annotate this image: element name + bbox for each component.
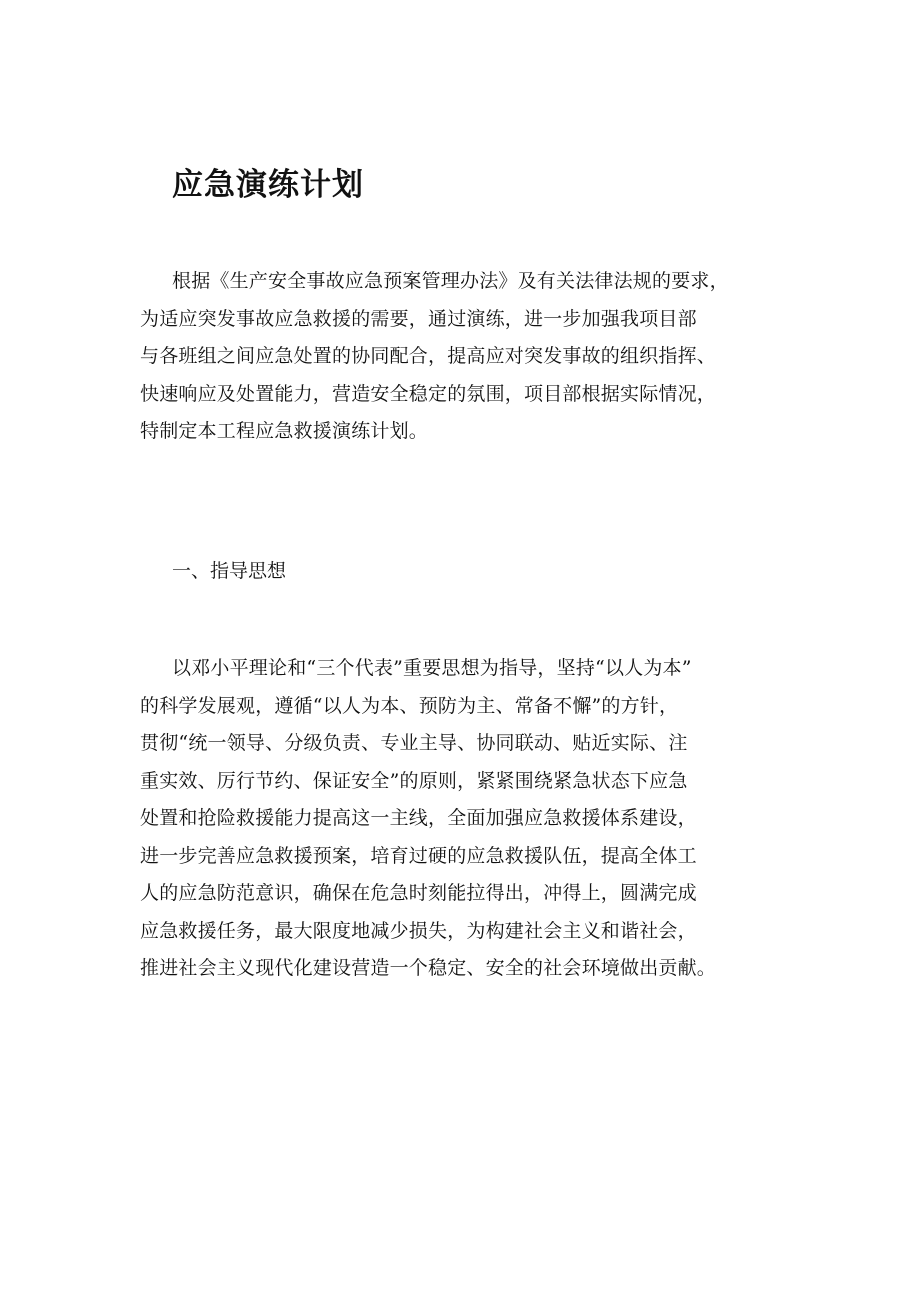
paragraph-line: 的科学发展观，遵循“以人为本、预防为主、常备不懈”的方针， — [140, 694, 679, 717]
paragraph-line: 为适应突发事故应急救援的需要，通过演练，进一步加强我项目部 — [140, 307, 697, 330]
paragraph-line: 贯彻“统一领导、分级负责、专业主导、协同联动、贴近实际、注 — [140, 732, 688, 754]
paragraph-line: 以邓小平理论和“三个代表”重要思想为指导，坚持“以人为本” — [172, 657, 692, 679]
paragraph-line: 推进社会主义现代化建设营造一个稳定、安全的社会环境做出贡献。 — [140, 957, 717, 979]
section-heading-guiding-ideology: 一、指导思想 — [172, 560, 287, 582]
paragraph-line: 人的应急防范意识，确保在危急时刻能拉得出，冲得上，圆满完成 — [140, 882, 697, 904]
paragraph-line: 应急救援任务，最大限度地减少损失，为构建社会主义和谐社会， — [140, 919, 697, 942]
page-title: 应急演练计划 — [172, 167, 364, 203]
paragraph-line: 进一步完善应急救援预案，培育过硬的应急救援队伍，提高全体工 — [140, 844, 697, 867]
paragraph-line: 与各班组之间应急处置的协同配合，提高应对突发事故的组织指挥、 — [140, 345, 717, 367]
guiding-ideology-paragraph — [140, 650, 820, 988]
paragraph-line: 特制定本工程应急救援演练计划。 — [140, 420, 429, 442]
paragraph-line: 根据《生产安全事故应急预案管理办法》及有关法律法规的要求， — [172, 270, 729, 292]
intro-paragraph — [140, 263, 820, 451]
paragraph-line: 重实效、厉行节约、保证安全”的原则，紧紧围绕紧急状态下应急 — [140, 769, 688, 792]
paragraph-line: 处置和抢险救援能力提高这一主线，全面加强应急救援体系建设， — [140, 807, 697, 829]
paragraph-line: 快速响应及处置能力，营造安全稳定的氛围，项目部根据实际情况， — [140, 382, 717, 405]
